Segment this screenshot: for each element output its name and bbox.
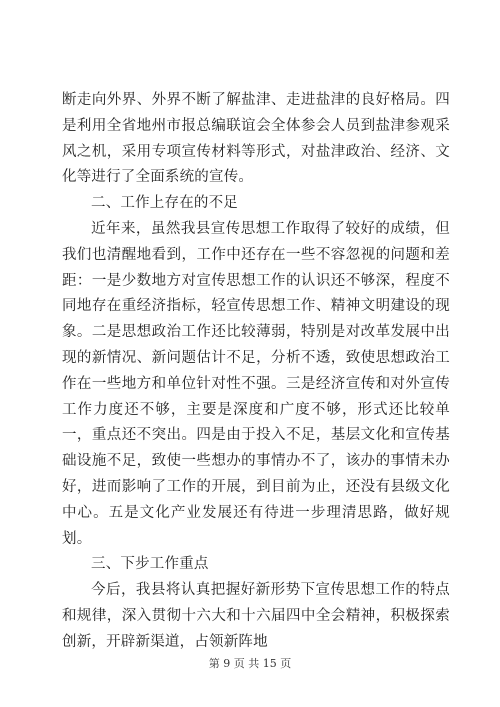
section-heading-shortcomings: 二、工作上存在的不足	[91, 195, 238, 212]
paragraph-outreach-continued: 断走向外界、外界不断了解盐津、走进盐津的良好格局。四是利用全省地州市报总编联谊会全体参会人员到盐津参观采风之机，采用专项宣传材料等形式，对盐津政治、经济、文化等进行了全面系统的宣传。	[62, 92, 450, 186]
section-heading-next-steps: 三、下步工作重点	[91, 556, 209, 573]
document-body	[62, 88, 450, 656]
paragraph-shortcomings: 近年来，虽然我县宣传思想工作取得了较好的成绩，但我们也清醒地看到，工作中还存在一些不容忽视的问题和差距：一是少数地方对宣传思想工作的认识还不够深，程度不同地存在重经济指标，轻宣传思想工作、精神文明建设的现象。二是思想政治工作还比较薄弱，特别是对改革发展中出现的新情况、新问题估计不足，分析不透，致使思想政治工作在一些地方和单位针对性不强。三是经济宣传和对外宣传工作力度还不够，主要是深度和广度不够，形式还比较单一，重点还不突出。四是由于投入不足，基层文化和宣传基础设施不足，致使一些想办的事情办不了，该办的事情未办好，进而影响了工作的开展，到目前为止，还没有县级文化中心。五是文化产业发展还有待进一步理清思路，做好规划。	[62, 220, 450, 547]
paragraph-next-steps: 今后，我县将认真把握好新形势下宣传思想工作的特点和规律，深入贯彻十六大和十六届四中全会精神，积极探索创新，开辟新渠道，占领新阵地	[62, 582, 450, 650]
page-number-footer: 第 9 页 共 15 页	[208, 657, 292, 670]
